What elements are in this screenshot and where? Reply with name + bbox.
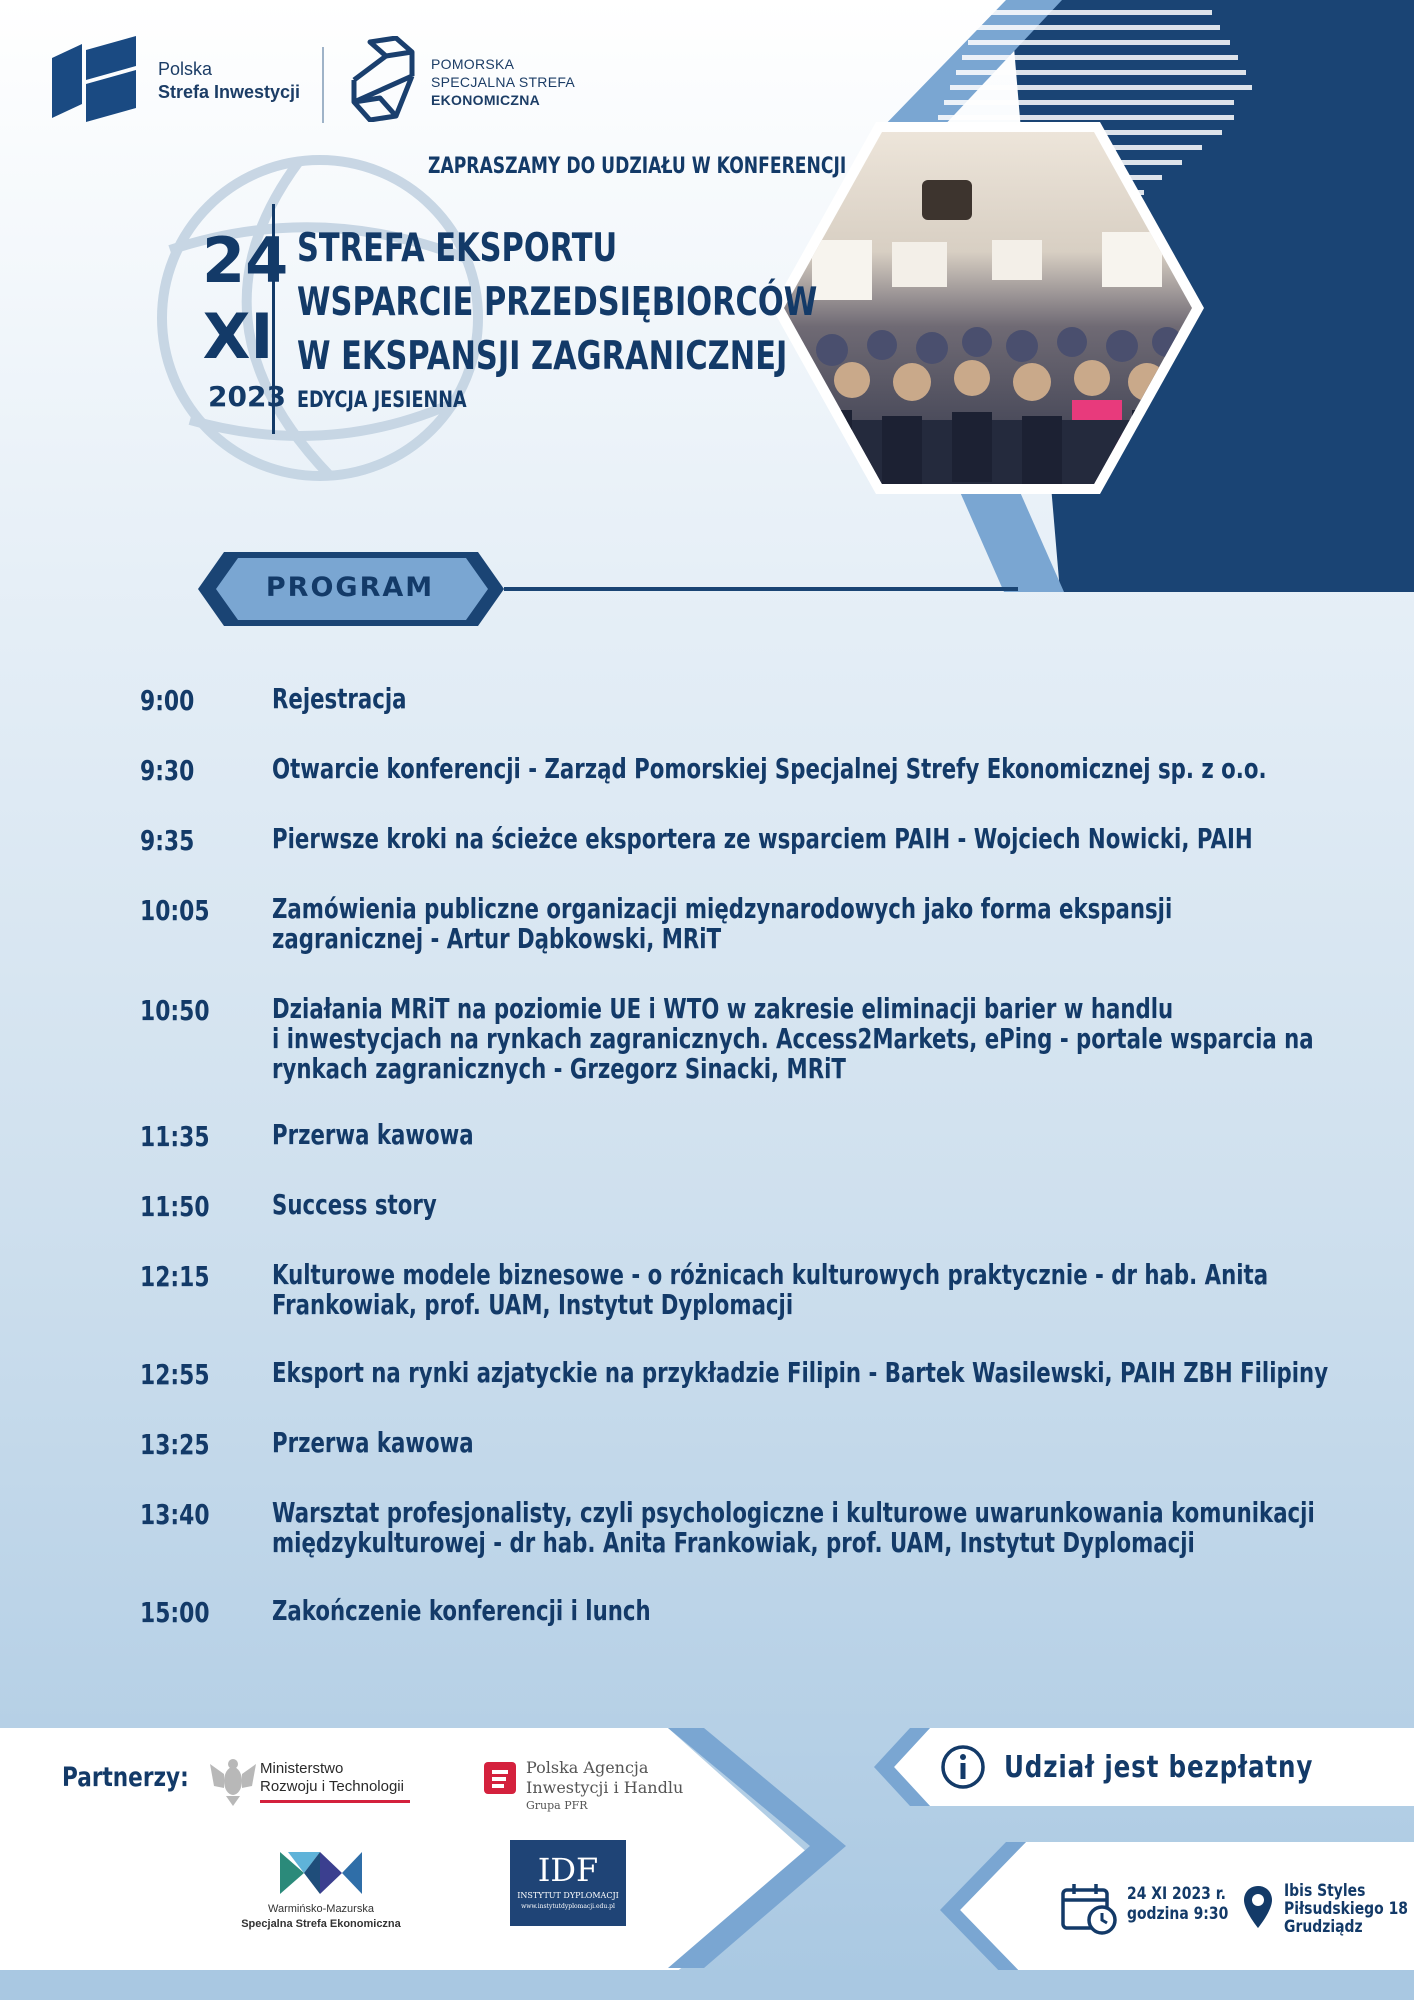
program-item: Rejestracja <box>272 682 407 715</box>
program-item: zagranicznej - Artur Dąbkowski, MRiT <box>272 922 722 955</box>
psse-line3: EKONOMICZNA <box>431 92 541 108</box>
place-line3: Grudziądz <box>1284 1917 1363 1937</box>
psse-logo-icon <box>350 36 416 122</box>
program-item: Przerwa kawowa <box>272 1118 474 1151</box>
title-line-2: WSPARCIE PRZEDSIĘBIORCÓW <box>297 280 818 325</box>
idf-letters: IDF <box>537 1851 599 1889</box>
wmsse-line2: Specjalna Strefa Ekonomiczna <box>241 1918 401 1930</box>
program-item: Przerwa kawowa <box>272 1426 474 1459</box>
program-item: Success story <box>272 1188 437 1221</box>
date-year: 2023 <box>208 380 286 413</box>
logo-divider <box>322 47 324 123</box>
program-time: 11:50 <box>140 1190 210 1223</box>
psse-line2: SPECJALNA STREFA <box>431 74 576 90</box>
psi-logo-icon <box>52 36 138 124</box>
mrit-line2: Rozwoju i Technologii <box>260 1778 404 1795</box>
paih-line1: Polska Agencja <box>526 1758 649 1777</box>
program-time: 12:15 <box>140 1260 210 1293</box>
paih-line2: Inwestycji i Handlu <box>526 1778 684 1797</box>
program-item: Frankowiak, prof. UAM, Instytut Dyplomacji <box>272 1288 794 1321</box>
psi-line2: Strefa Inwestycji <box>158 82 301 102</box>
mrit-line1: Ministerstwo <box>260 1760 344 1777</box>
info-icon <box>940 1744 986 1790</box>
partner-mrit <box>260 1760 410 1803</box>
psse-line1: POMORSKA <box>431 56 515 72</box>
event-date-line1: 24 XI 2023 r. <box>1127 1884 1226 1904</box>
program-item: Działania MRiT na poziomie UE i WTO w zakresie eliminacji barier w handlu <box>272 992 1174 1025</box>
program-item: rynkach zagranicznych - Grzegorz Sinacki, MRiT <box>272 1052 846 1085</box>
program-item: i inwestycjach na rynkach zagranicznych. Access2Markets, ePing - portale wsparcia na <box>272 1022 1314 1055</box>
program-time: 15:00 <box>140 1596 210 1629</box>
partner-idf <box>510 1840 626 1926</box>
free-participation: Udział jest bezpłatny <box>1004 1750 1314 1785</box>
event-place <box>1284 1882 1408 1936</box>
title-line-1: STREFA EKSPORTU <box>297 226 618 271</box>
paih-logo-icon <box>484 1762 516 1794</box>
psi-logo-text <box>158 58 300 104</box>
program-time: 9:35 <box>140 824 195 857</box>
wmsse-line1: Warmińsko-Mazurska <box>268 1903 374 1915</box>
program-item: Otwarcie konferencji - Zarząd Pomorskiej Specjalnej Strefy Ekonomicznej sp. z o.o. <box>272 752 1267 785</box>
partner-wmsse <box>230 1902 412 1932</box>
program-time: 10:05 <box>140 894 210 927</box>
paih-line3: Grupa PFR <box>526 1799 588 1812</box>
edition-label: EDYCJA JESIENNA <box>297 388 467 413</box>
program-time: 13:40 <box>140 1498 210 1531</box>
program-time: 10:50 <box>140 994 210 1027</box>
program-item: międzykulturowej - dr hab. Anita Frankowiak, prof. UAM, Instytut Dyplomacji <box>272 1526 1195 1559</box>
eagle-emblem-icon <box>210 1756 256 1806</box>
program-item: Pierwsze kroki na ścieżce eksportera ze wsparciem PAIH - Wojciech Nowicki, PAIH <box>272 822 1253 855</box>
program-time: 11:35 <box>140 1120 210 1153</box>
event-date <box>1127 1884 1228 1924</box>
program-label: PROGRAM <box>265 572 435 603</box>
program-time: 9:00 <box>140 684 195 717</box>
title-line-3: W EKSPANSJI ZAGRANICZNEJ <box>297 334 788 379</box>
location-pin-icon <box>1242 1884 1274 1930</box>
psse-logo-text <box>431 55 575 109</box>
program-item: Warsztat profesjonalisty, czyli psychologiczne i kulturowe uwarunkowania komunikacji <box>272 1496 1315 1529</box>
program-time: 13:25 <box>140 1428 210 1461</box>
invite-heading: ZAPRASZAMY DO UDZIAŁU W KONFERENCJI <box>428 154 847 179</box>
psi-line1: Polska <box>158 59 213 79</box>
wmsse-logo-icon <box>280 1852 362 1894</box>
program-time: 12:55 <box>140 1358 210 1391</box>
mrit-underline <box>260 1800 410 1803</box>
date-day: 24 <box>202 224 289 297</box>
calendar-icon <box>1060 1882 1118 1936</box>
place-line1: Ibis Styles <box>1284 1881 1366 1901</box>
date-month: XI <box>202 300 274 373</box>
idf-name: INSTYTUT DYPLOMACJI <box>517 1891 619 1900</box>
partner-paih <box>526 1758 683 1814</box>
program-time: 9:30 <box>140 754 195 787</box>
program-item: Kulturowe modele biznesowe - o różnicach kulturowych praktycznie - dr hab. Anita <box>272 1258 1269 1291</box>
place-line2: Piłsudskiego 18 <box>1284 1899 1408 1919</box>
program-item: Zamówienia publiczne organizacji międzynarodowych jako forma ekspansji <box>272 892 1173 925</box>
program-item: Eksport na rynki azjatyckie na przykładzie Filipin - Bartek Wasilewski, PAIH ZBH Filipiny <box>272 1356 1329 1389</box>
idf-url: www.instytutdyplomacji.edu.pl <box>521 1903 615 1910</box>
partners-label: Partnerzy: <box>62 1762 189 1793</box>
program-item: Zakończenie konferencji i lunch <box>272 1594 651 1627</box>
event-time-line2: godzina 9:30 <box>1127 1904 1229 1924</box>
